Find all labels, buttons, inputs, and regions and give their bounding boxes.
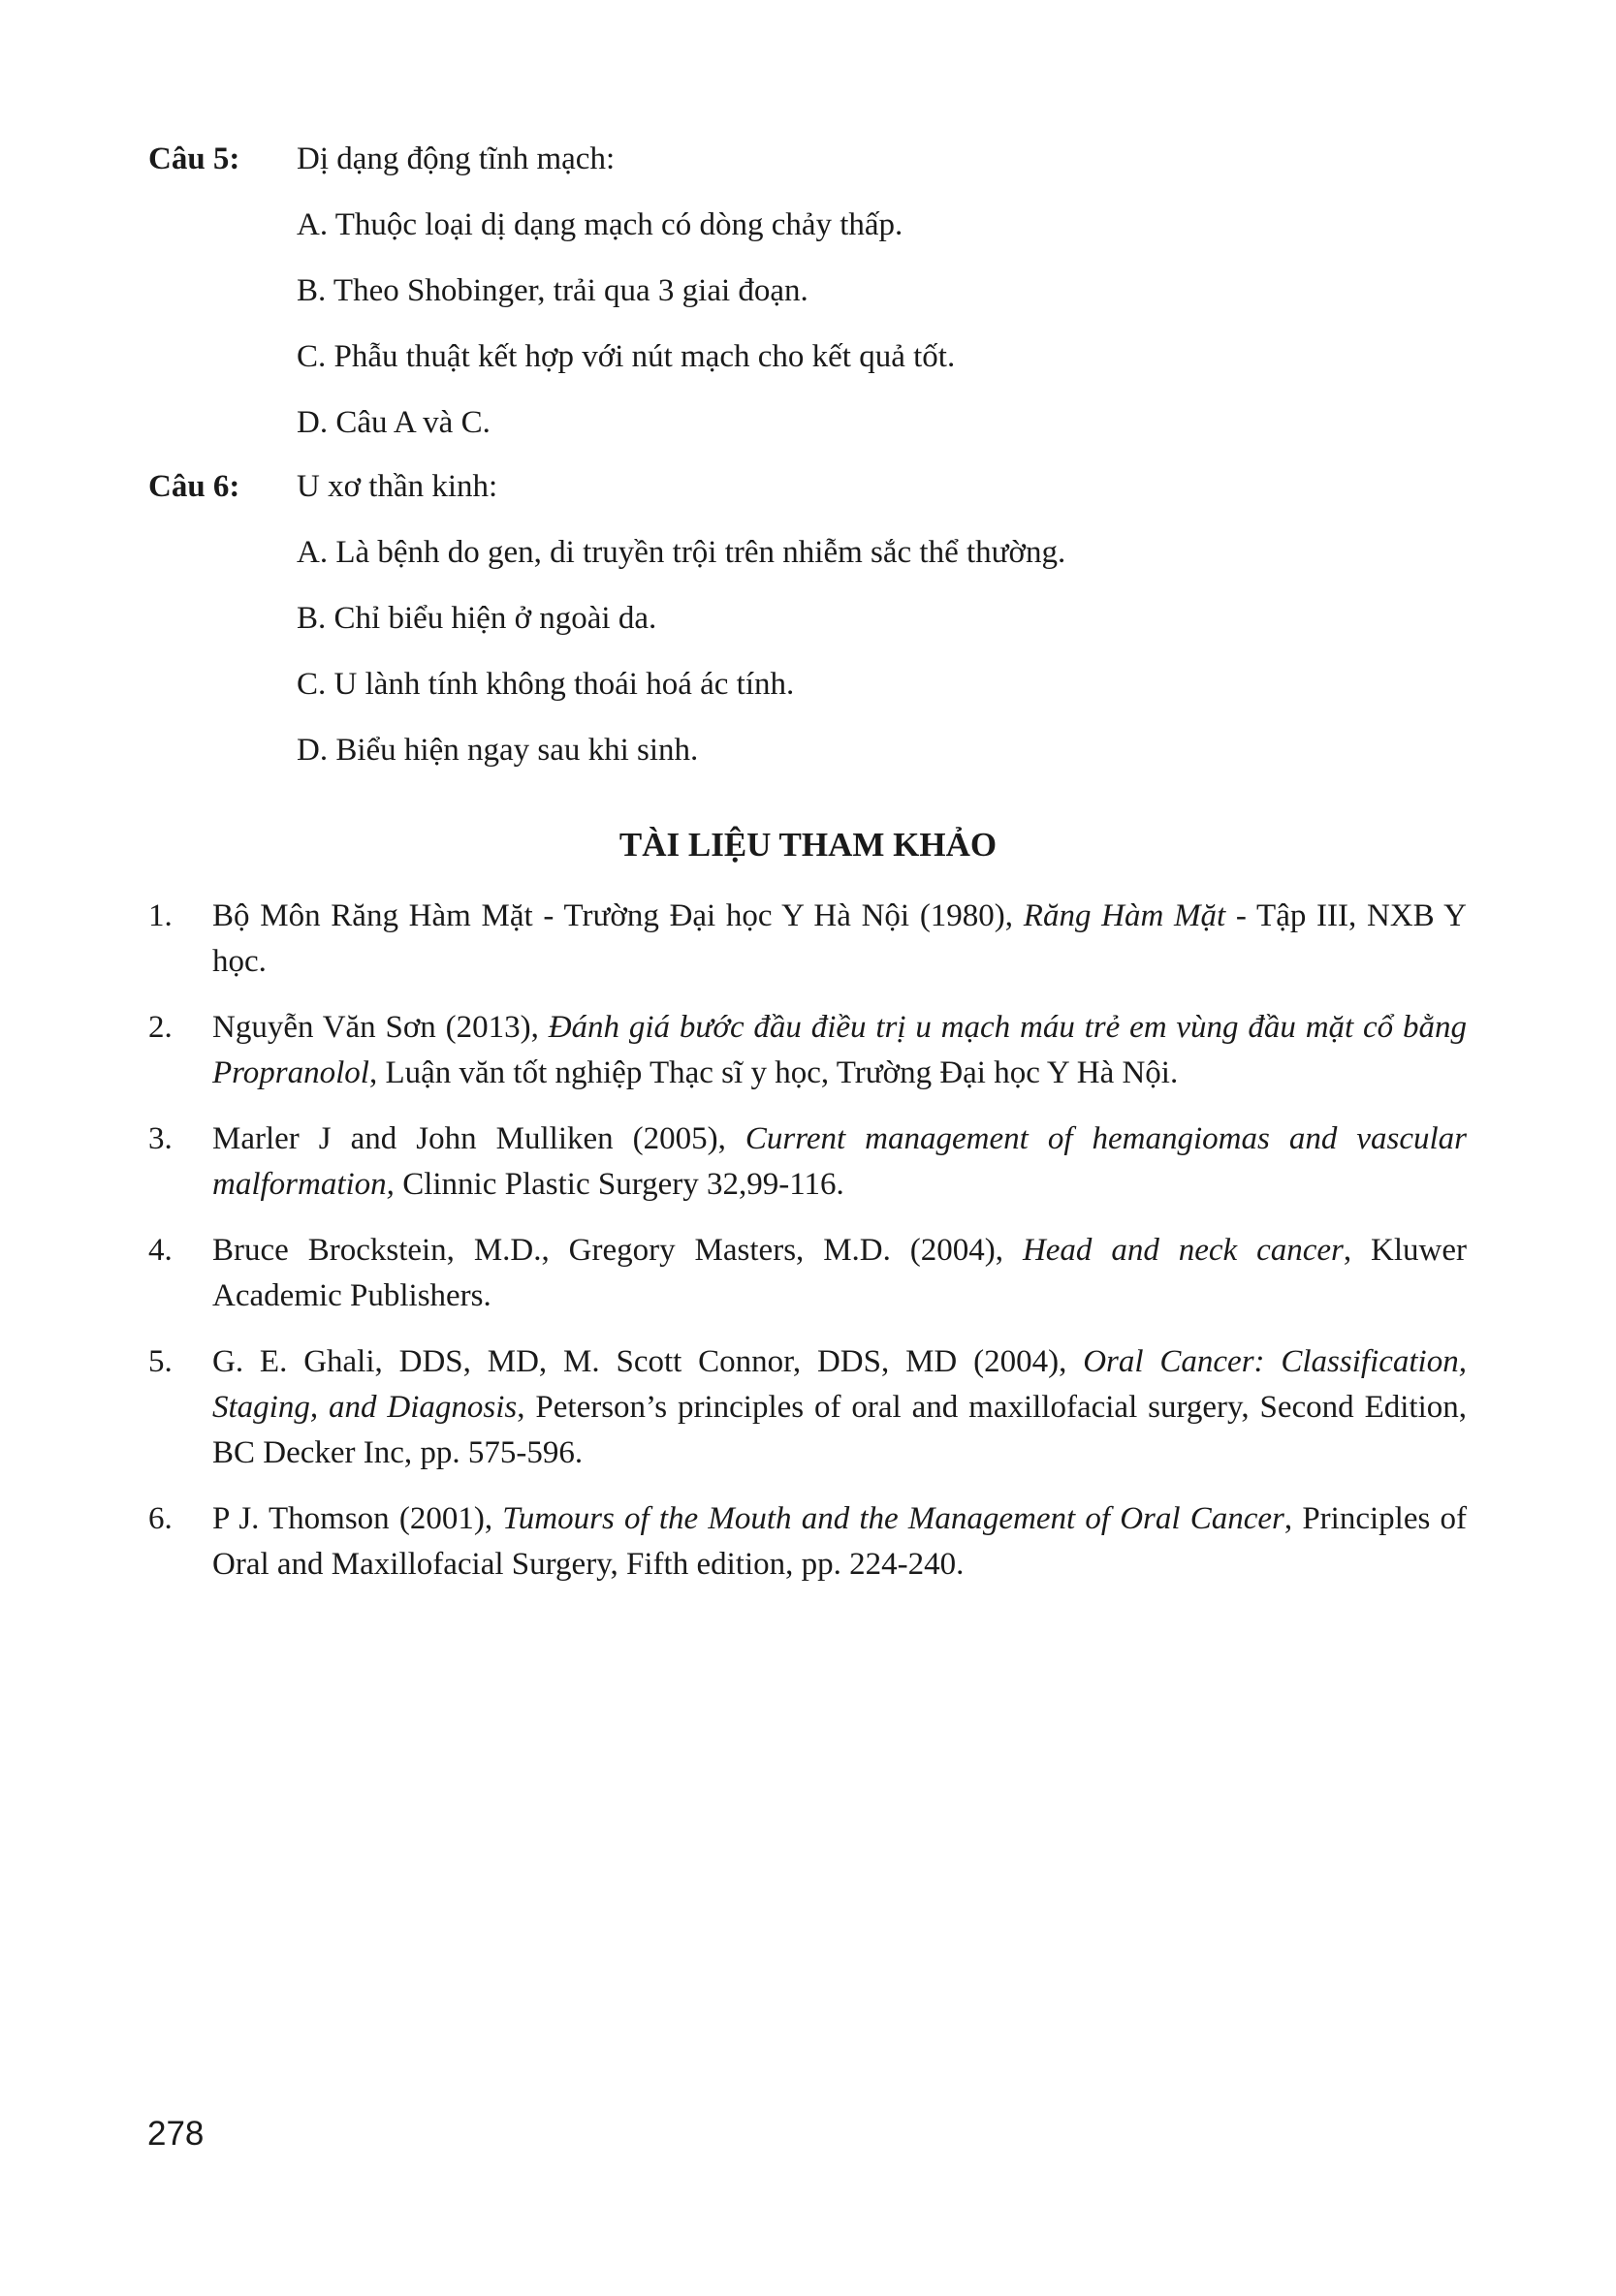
page-number: 278 (147, 2115, 205, 2153)
question-6 (148, 454, 1467, 783)
reference-source: , Kluwer Academic Publishers. (212, 1233, 1468, 1313)
option-b: B. Theo Shobinger, trải qua 3 giai đoạn. (297, 273, 808, 308)
question-header (148, 454, 1467, 519)
reference-authors: G. E. Ghali, DDS, MD, M. Scott Connor, DDS, MD (2004), (212, 1344, 1084, 1379)
reference-authors: Bộ Môn Răng Hàm Mặt - Trường Đại học Y Hà Nội (1980), (212, 898, 1024, 933)
reference-authors: Marler J and John Mulliken (2005), (212, 1121, 745, 1156)
option-d: D. Biểu hiện ngay sau khi sinh. (297, 733, 699, 768)
option-b: B. Chỉ biểu hiện ở ngoài da. (297, 601, 657, 636)
reference-item (148, 1339, 1467, 1476)
reference-number: 5. (148, 1344, 173, 1379)
reference-item (148, 1005, 1467, 1096)
references-list (148, 894, 1467, 1608)
option-a: A. Thuộc loại dị dạng mạch có dòng chảy thấp. (297, 207, 903, 242)
question-text: Dị dạng động tĩnh mạch: (297, 142, 616, 176)
reference-number: 6. (148, 1501, 173, 1536)
question-text: U xơ thần kinh: (297, 469, 498, 504)
reference-source: - Tập III, NXB Y học. (212, 898, 1467, 979)
question-header (148, 126, 1467, 192)
question-label: Câu 5: (148, 142, 240, 176)
reference-title: Đánh giá bước đầu điều trị u mạch máu trẻ em vùng đầu mặt cổ bằng Propranolol (212, 1010, 1467, 1090)
reference-authors: P J. Thomson (2001), (212, 1501, 503, 1536)
option-d: D. Câu A và C. (297, 405, 491, 440)
option-a: A. Là bệnh do gen, di truyền trội trên nhiễm sắc thể thường. (297, 535, 1066, 570)
reference-item (148, 1228, 1467, 1319)
option-c: C. U lành tính không thoái hoá ác tính. (297, 667, 795, 702)
option-c: C. Phẫu thuật kết hợp với nút mạch cho kết quả tốt. (297, 339, 956, 374)
reference-item (148, 1496, 1467, 1588)
reference-title: Tumours of the Mouth and the Management of Oral Cancer (502, 1501, 1284, 1536)
reference-number: 3. (148, 1121, 173, 1156)
reference-authors: Nguyễn Văn Sơn (2013), (212, 1010, 549, 1045)
reference-number: 2. (148, 1010, 173, 1045)
reference-source: , Luận văn tốt nghiệp Thạc sĩ y học, Trường Đại học Y Hà Nội. (368, 1055, 1179, 1090)
reference-title: Head and neck cancer (1022, 1233, 1344, 1268)
references-title: TÀI LIỆU THAM KHẢO (618, 826, 998, 864)
reference-item (148, 1117, 1467, 1208)
reference-source: , Principles of Oral and Maxillofacial Surgery, Fifth edition, pp. 224-240. (212, 1501, 1467, 1582)
question-label: Câu 6: (148, 469, 240, 504)
reference-number: 1. (148, 898, 173, 933)
reference-source: , Peterson’s principles of oral and maxillofacial surgery, Second Edition, BC Decker Inc, pp. 575-596. (212, 1390, 1467, 1470)
reference-item (148, 894, 1467, 985)
reference-title: Oral Cancer: Classification, Staging, and Diagnosis (212, 1344, 1467, 1425)
reference-title: Răng Hàm Mặt (1023, 898, 1226, 933)
reference-number: 4. (148, 1233, 173, 1268)
reference-authors: Bruce Brockstein, M.D., Gregory Masters, M.D. (2004), (212, 1233, 1023, 1268)
question-5 (148, 126, 1467, 456)
reference-title: Current management of hemangiomas and vascular malformation, (212, 1121, 1467, 1202)
reference-source: Clinnic Plastic Surgery 32,99-116. (394, 1167, 844, 1202)
